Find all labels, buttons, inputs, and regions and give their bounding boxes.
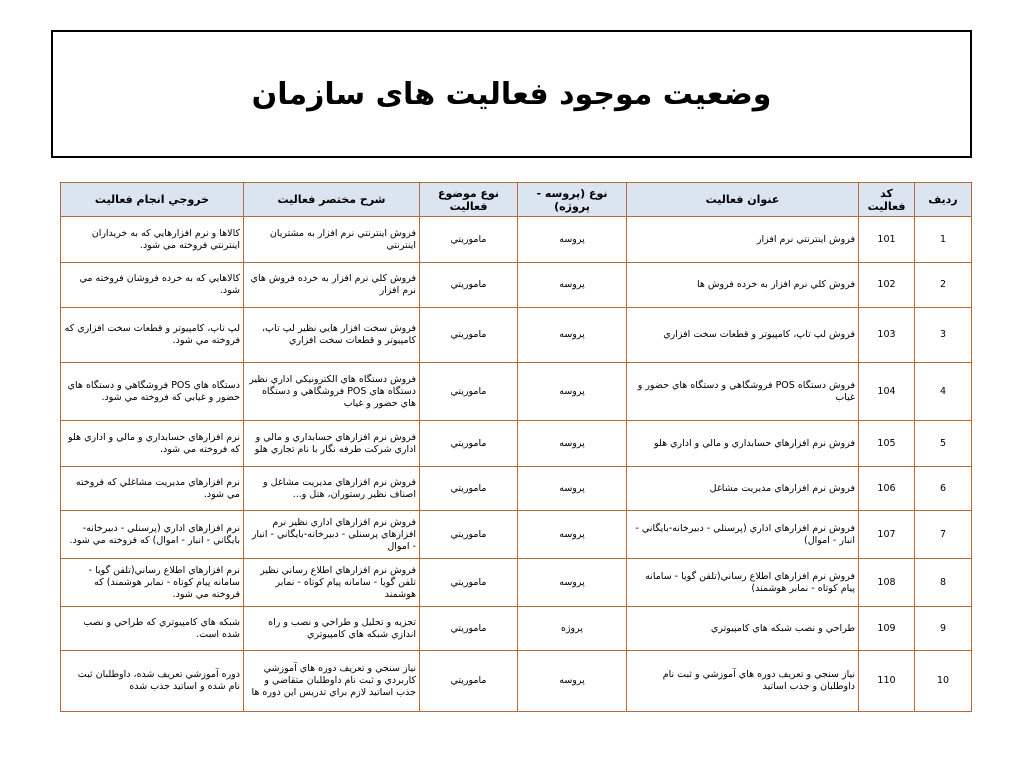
table-row: [61, 263, 972, 308]
table-row: [61, 308, 972, 363]
activity-output: شبكه هاي كامپيوتري كه طراحي و نصب شده است.: [61, 607, 244, 651]
activity-description: فروش كلي نرم افزار به خرده فروش هاي نرم افزار: [244, 263, 420, 308]
activity-output: نرم افزارهاي اداري (پرسنلي - دبيرخانه-بايگاني - انبار - اموال) كه فروخته مي شود.: [61, 511, 244, 559]
activity-output: نرم افزارهاي اطلاع رساني(تلفن گويا - سامانه پيام كوتاه - نمابر هوشمند) كه فروخته مي شود.: [61, 559, 244, 607]
activity-title: فروش لپ تاپ، كامپيوتر و قطعات سخت افزاري: [627, 308, 859, 363]
activity-subject: ماموريتي: [420, 217, 518, 263]
activity-type: پروسه: [518, 467, 627, 511]
activity-subject: ماموريتي: [420, 421, 518, 467]
activity-type: پروسه: [518, 363, 627, 421]
activity-subject: ماموريتي: [420, 559, 518, 607]
activity-description: فروش نرم افزارهاي اطلاع رساني نظير تلفن گويا - سامانه پيام كوتاه - نمابر هوشمند: [244, 559, 420, 607]
activity-description: فروش اينترنتي نرم افزار به مشتريان اينترنتي: [244, 217, 420, 263]
activity-code: 101: [859, 217, 915, 263]
activity-title: فروش نرم افزارهاي مديريت مشاغل: [627, 467, 859, 511]
header-activity-description: شرح مختصر فعاليت: [244, 183, 420, 217]
activity-type: پروسه: [518, 651, 627, 712]
activity-type: پروسه: [518, 559, 627, 607]
row-number: 3: [915, 308, 972, 363]
table-row: [61, 421, 972, 467]
activity-code: 110: [859, 651, 915, 712]
table-row: [61, 467, 972, 511]
activity-title: فروش دستگاه POS فروشگاهي و دستگاه هاي حضور و غياب: [627, 363, 859, 421]
header-activity-code: كد فعاليت: [859, 183, 915, 217]
activity-type: پروسه: [518, 421, 627, 467]
activity-title: فروش نرم افزارهاي حسابداري و مالي و اداري هلو: [627, 421, 859, 467]
activity-subject: ماموريتي: [420, 363, 518, 421]
table-row: [61, 217, 972, 263]
activity-subject: ماموريتي: [420, 651, 518, 712]
activity-description: فروش نرم افزارهاي مديريت مشاغل و اصناف نظير رستوران، هتل و...: [244, 467, 420, 511]
activity-description: فروش نرم افزارهاي اداري نظير نرم افزارهاي پرسنلي - دبيرخانه-بايگاني - انبار - اموال: [244, 511, 420, 559]
activity-description: تجزيه و تحليل و طراحي و نصب و راه اندازي شبكه هاي كامپيوتري: [244, 607, 420, 651]
activity-code: 103: [859, 308, 915, 363]
activity-output: كالاهايي كه به خرده فروشان فروخته مي شود.: [61, 263, 244, 308]
activity-description: نياز سنجي و تعريف دوره هاي آموزشي كاربردي و ثبت نام داوطلبان متقاضي و جذب اساتيد لازم براي تدريس اين دوره ها: [244, 651, 420, 712]
activity-output: دوره آموزشي تعريف شده، داوطلبان ثبت نام شده و اساتيد جذب شده: [61, 651, 244, 712]
activity-output: لپ تاپ، كامپيوتر و قطعات سخت افزاري كه فروخته مي شود.: [61, 308, 244, 363]
header-activity-subject: نوع موضوع فعاليت: [420, 183, 518, 217]
row-number: 6: [915, 467, 972, 511]
activity-subject: ماموريتي: [420, 511, 518, 559]
activity-subject: ماموريتي: [420, 308, 518, 363]
activity-title: طراحي و نصب شبكه هاي كامپيوتري: [627, 607, 859, 651]
activity-output: دستگاه هاي POS فروشگاهي و دستگاه هاي حضور و غيابي كه فروخته مي شود.: [61, 363, 244, 421]
header-activity-title: عنوان فعاليت: [627, 183, 859, 217]
activity-output: نرم افزارهاي مديريت مشاغلي كه فروخته مي شود.: [61, 467, 244, 511]
activity-description: فروش نرم افزارهاي حسابداري و مالي و اداري شركت طرفه نگار با نام تجاري هلو: [244, 421, 420, 467]
activity-type: پروسه: [518, 217, 627, 263]
activity-type: پروژه: [518, 607, 627, 651]
row-number: 5: [915, 421, 972, 467]
activity-title: فروش نرم افزارهاي اداري (پرسنلي - دبيرخانه-بايگاني - انبار - اموال): [627, 511, 859, 559]
row-number: 9: [915, 607, 972, 651]
row-number: 1: [915, 217, 972, 263]
table-row: [61, 607, 972, 651]
activity-title: فروش اينترنتي نرم افزار: [627, 217, 859, 263]
header-row-number: رديف: [915, 183, 972, 217]
activity-output: كالاها و نرم افزارهايي كه به خريداران اينترنتي فروخته مي شود.: [61, 217, 244, 263]
activity-title: فروش نرم افزارهاي اطلاع رساني(تلفن گويا - سامانه پيام كوتاه - نمابر هوشمند): [627, 559, 859, 607]
activity-code: 109: [859, 607, 915, 651]
row-number: 10: [915, 651, 972, 712]
activity-code: 102: [859, 263, 915, 308]
activity-description: فروش دستگاه هاي الكترونيكي اداري نظير دستگاه هاي POS فروشگاهي و دستگاه هاي حضور و غياب: [244, 363, 420, 421]
activity-output: نرم افزارهاي حسابداري و مالي و اداري هلو كه فروخته مي شود.: [61, 421, 244, 467]
table-row: [61, 511, 972, 559]
table-row: [61, 651, 972, 712]
table-header-row: [61, 183, 972, 217]
page-title: وضعیت موجود فعالیت های سازمان: [251, 76, 772, 112]
activity-code: 107: [859, 511, 915, 559]
activity-subject: ماموريتي: [420, 607, 518, 651]
row-number: 7: [915, 511, 972, 559]
activity-type: پروسه: [518, 511, 627, 559]
activity-code: 106: [859, 467, 915, 511]
header-activity-type: نوع (پروسه - پروژه): [518, 183, 627, 217]
activities-table: [60, 182, 972, 712]
header-activity-output: خروجي انجام فعاليت: [61, 183, 244, 217]
activity-subject: ماموريتي: [420, 263, 518, 308]
row-number: 8: [915, 559, 972, 607]
row-number: 2: [915, 263, 972, 308]
activity-type: پروسه: [518, 263, 627, 308]
activity-type: پروسه: [518, 308, 627, 363]
activity-description: فروش سخت افزار هايي نظير لپ تاپ، كامپيوتر و قطعات سخت افزاري: [244, 308, 420, 363]
activity-code: 104: [859, 363, 915, 421]
table-row: [61, 363, 972, 421]
table-row: [61, 559, 972, 607]
activity-title: نياز سنجي و تعريف دوره هاي آموزشي و ثبت نام داوطلبان و جذب اساتيد: [627, 651, 859, 712]
activity-code: 105: [859, 421, 915, 467]
activity-subject: ماموريتي: [420, 467, 518, 511]
activity-code: 108: [859, 559, 915, 607]
row-number: 4: [915, 363, 972, 421]
title-box: [51, 30, 972, 158]
activity-title: فروش كلي نرم افزار به خرده فروش ها: [627, 263, 859, 308]
